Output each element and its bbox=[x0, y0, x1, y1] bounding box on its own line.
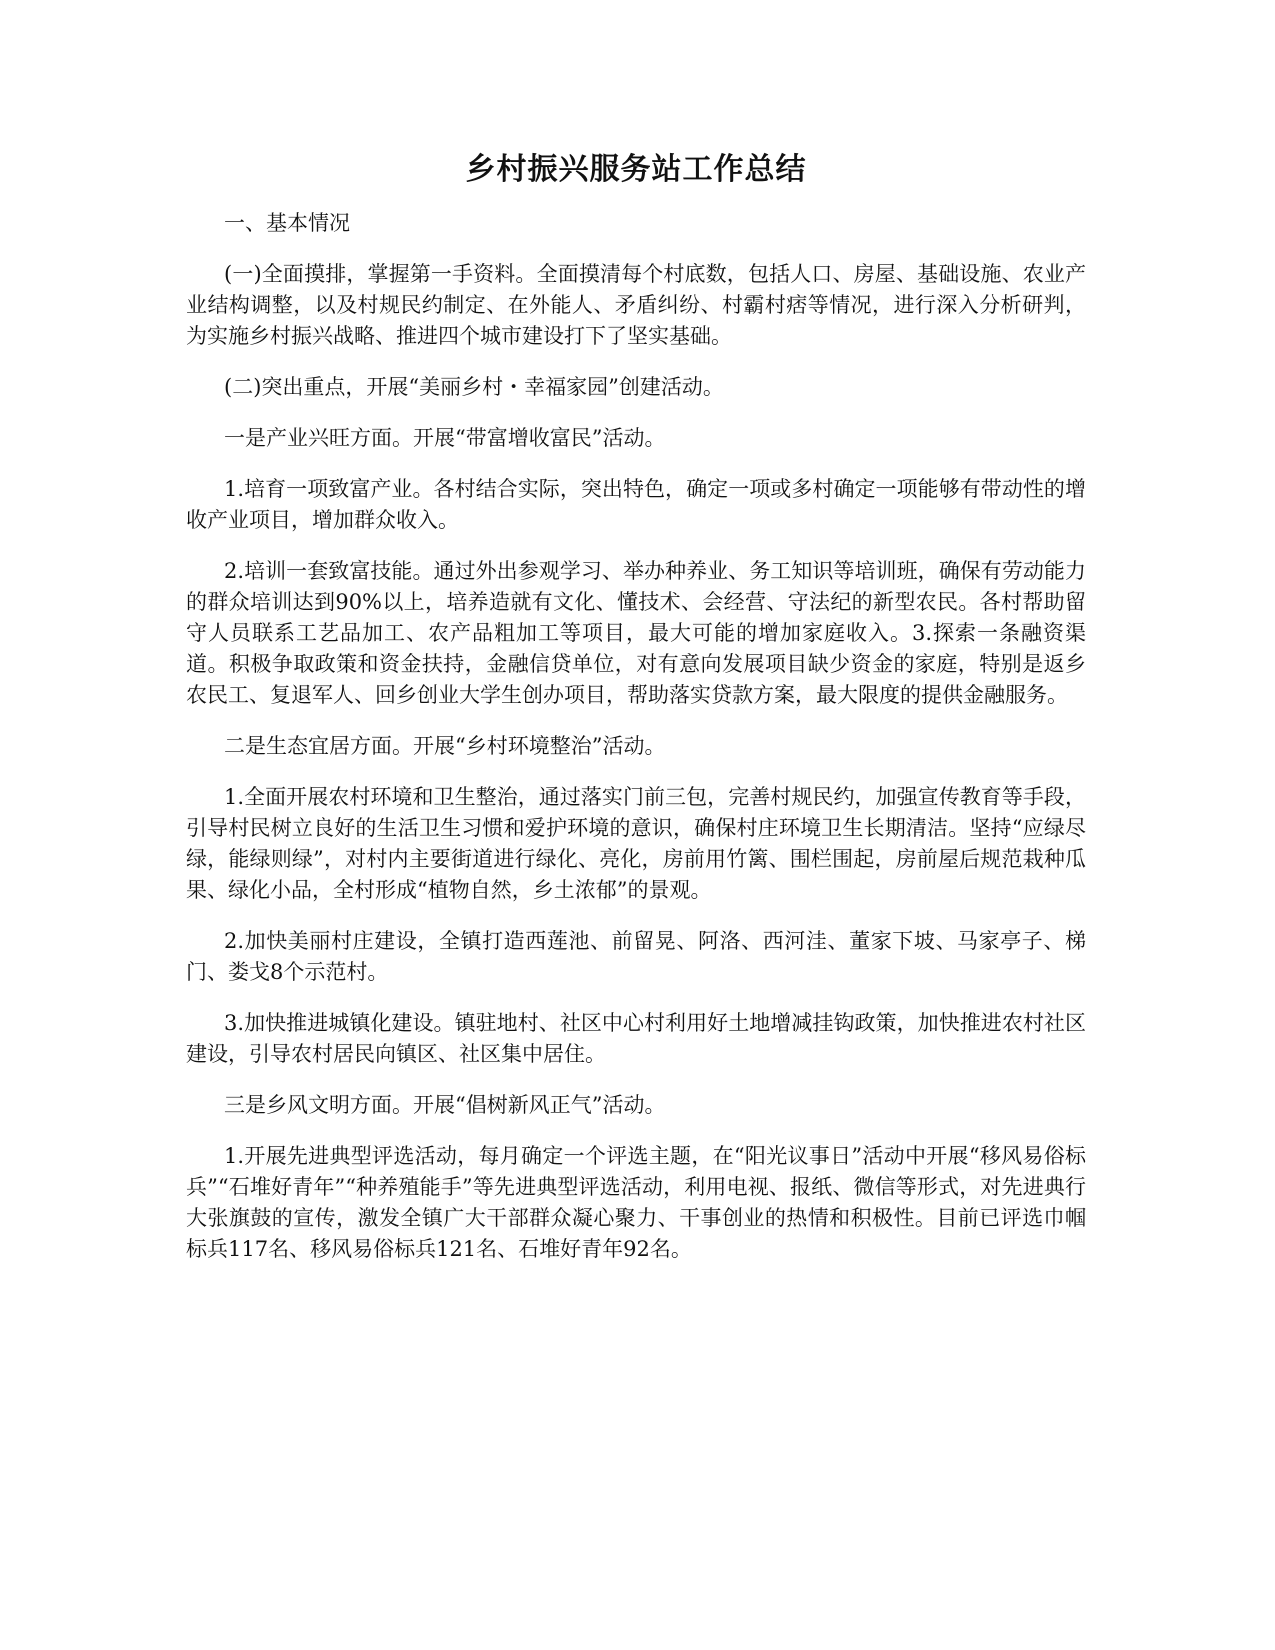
paragraph: 1.培育一项致富产业。各村结合实际，突出特色，确定一项或多村确定一项能够有带动性的增收产业项目，增加群众收入。 bbox=[186, 477, 1086, 532]
paragraph: 二是生态宜居方面。开展“乡村环境整治”活动。 bbox=[224, 734, 666, 758]
paragraph: 三是乡风文明方面。开展“倡树新风正气”活动。 bbox=[224, 1093, 666, 1117]
paragraph: 一是产业兴旺方面。开展“带富增收富民”活动。 bbox=[224, 426, 666, 450]
paragraph: 1.开展先进典型评选活动，每月确定一个评选主题，在“阳光议事日”活动中开展“移风易俗标兵”“石堆好青年”“种养殖能手”等先进典型评选活动，利用电视、报纸、微信等形式，对先进典行大张旗鼓的宣传，激发全镇广大干部群众凝心聚力、干事创业的热情和积极性。目前已评选巾帼标兵117名、移风易俗标兵121名、石堆好青年92名。 bbox=[186, 1144, 1086, 1261]
paragraph: 3.加快推进城镇化建设。镇驻地村、社区中心村利用好土地增减挂钩政策，加快推进农村社区建设，引导农村居民向镇区、社区集中居住。 bbox=[186, 1011, 1086, 1066]
paragraph: 2.加快美丽村庄建设，全镇打造西莲池、前留晃、阿洛、西河洼、董家下坡、马家亭子、梯门、娄戈8个示范村。 bbox=[186, 929, 1086, 984]
section-heading-basic: 一、基本情况 bbox=[224, 211, 350, 235]
document-page bbox=[186, 150, 1086, 1285]
paragraph: (二)突出重点，开展“美丽乡村・幸福家园”创建活动。 bbox=[224, 375, 724, 399]
paragraph: (一)全面摸排，掌握第一手资料。全面摸清每个村底数，包括人口、房屋、基础设施、农业产业结构调整，以及村规民约制定、在外能人、矛盾纠纷、村霸村痞等情况，进行深入分析研判，为实施乡村振兴战略、推进四个城市建设打下了坚实基础。 bbox=[186, 262, 1086, 348]
document-title: 乡村振兴服务站工作总结 bbox=[465, 152, 807, 187]
paragraph: 2.培训一套致富技能。通过外出参观学习、举办种养业、务工知识等培训班，确保有劳动能力的群众培训达到90%以上，培养造就有文化、懂技术、会经营、守法纪的新型农民。各村帮助留守人员联系工艺品加工、农产品粗加工等项目，最大可能的增加家庭收入。3.探索一条融资渠道。积极争取政策和资金扶持，金融信贷单位，对有意向发展项目缺少资金的家庭，特别是返乡农民工、复退军人、回乡创业大学生创办项目，帮助落实贷款方案，最大限度的提供金融服务。 bbox=[186, 559, 1086, 707]
paragraph: 1.全面开展农村环境和卫生整治，通过落实门前三包，完善村规民约，加强宣传教育等手段，引导村民树立良好的生活卫生习惯和爱护环境的意识，确保村庄环境卫生长期清洁。坚持“应绿尽绿，能绿则绿”，对村内主要街道进行绿化、亮化，房前用竹篱、围栏围起，房前屋后规范栽种瓜果、绿化小品，全村形成“植物自然，乡土浓郁”的景观。 bbox=[186, 785, 1086, 902]
